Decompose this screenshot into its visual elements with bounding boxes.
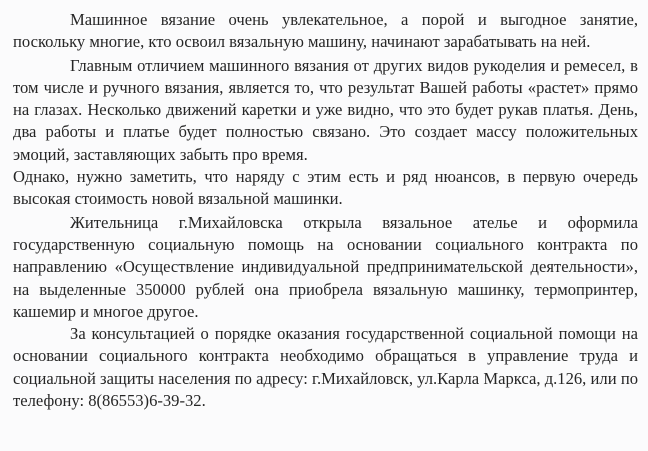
paragraph-resident-story: Жительница г.Михайловска открыла вязальное ателье и оформила государственную социальную помощь на основании социального контракта по направлению «Осуществление индивидуальной предпринимательской деятельности», на выделенные 350000 рублей она приобрела вязальную машинку, термопринтер, кашемир и многое другое. [13,212,638,321]
document-page [13,9,638,412]
paragraph-consultation-contacts: За консультацией о порядке оказания государственной социальной помощи на основании социального контракта необходимо обращаться в управление труда и социальной защиты населения по адресу: г.Михайловск, ул.Карла Маркса, д.126, или по телефону: 8(86553)6-39-32. [13,324,638,411]
paragraph-nuances: Однако, нужно заметить, что наряду с этим есть и ряд нюансов, в первую очередь высокая стоимость новой вязальной машинки. [13,167,638,209]
paragraph-main-difference: Главным отличием машинного вязания от других видов рукоделия и ремесел, в том числе и ручного вязания, является то, что результат Вашей работы «растет» прямо на глазах. Несколько движений каретки и уже видно, что это будет рукав платья. День, два работы и платье будет полностью связано. Это создает массу положительных эмоций, заставляющих забыть про время. [13,55,638,164]
paragraph-intro: Машинное вязание очень увлекательное, а порой и выгодное занятие, поскольку многие, кто освоил вязальную машину, начинают зарабатывать на ней. [13,10,638,52]
